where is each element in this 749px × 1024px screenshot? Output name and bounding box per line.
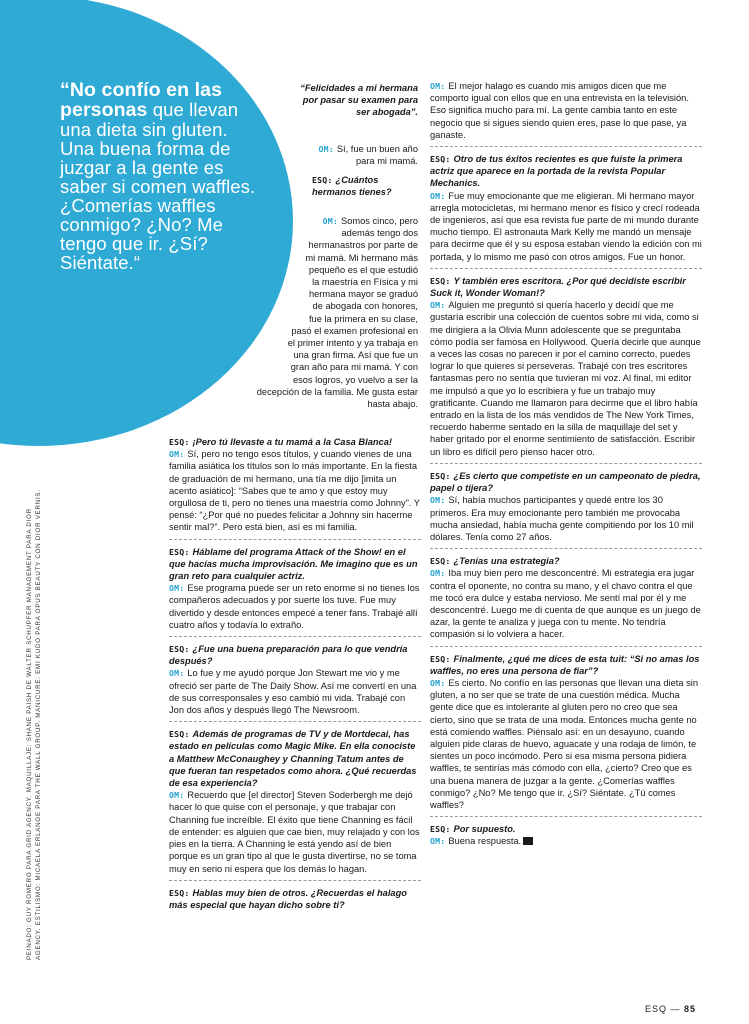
question: Además de programas de TV y de Mortdecai, has estado en películas como Magic Mike. En ella conociste a Matthew McConaughey y Channing Tatum antes de que fueran tan respetados como ahora. ¿Qué recuerdas de esa experiencia?: [169, 729, 417, 789]
tag-om: OM:: [430, 300, 446, 311]
qa-item: [169, 546, 421, 637]
question: ¿Fue una buena preparación para lo que vendría después?: [169, 644, 408, 667]
tag-esq: ESQ:: [169, 437, 190, 447]
qa-item: [430, 153, 702, 269]
answer: Lo fue y me ayudó porque Jon Stewart me vio y me ofreció ser parte de The Daily Show. Así me convertí en una de sus corresponsales y eso cambió mi vida. Trabajé con Jon dos años y después llegó The Newsroom.: [169, 668, 417, 716]
tag-om: OM:: [430, 190, 446, 201]
answer: Es cierto. No confío en las personas que llevan una dieta sin gluten, a no ser que se trate de una cuestión médica. Mucha gente dice que es intolerante al gluten pero no creo que sea cierto, sino que se trata de una moda. Entonces mucha gente no está comiendo waffles. Piénsalo así: en un desayuno, cuando alguien pide claras de huevo, aguacate y una rodaja de limón, te sientes un poco incómodo. Pero si esa misma persona pidiera waffles, te sentirías más cómodo con ella, ¿cierto? Creo que es una buena manera de juzgar a la gente. ¿Comerías waffles conmigo? ¿No? Me tengo que ir. ¿Sí? Siéntate. ¿Tú comes waffles?: [430, 677, 699, 810]
footer-brand: ESQ —: [644, 1004, 681, 1014]
tag-esq: ESQ:: [169, 729, 190, 740]
tag-om: OM:: [430, 677, 446, 688]
answer: Fue muy emocionante que me eligieran. Mi hermano mayor arregla motocicletas, mi hermano menor es físico y crecí rodeada de ingenieros, así que esa revista fue parte de mi mundo durante mucho tiempo. El astronauta Mark Kelly me mandó un mensaje para decirme que él y su esposa estaban viendo la edición con mi portada, y lo mismo me pasó con otros amigos. Fue un honor.: [430, 190, 702, 262]
tag-om: OM:: [430, 568, 446, 579]
question: Y también eres escritora. ¿Por qué decidiste escribir Suck it, Wonder Woman!?: [430, 275, 686, 299]
question: ¿Cuántos hermanos tienes?: [312, 175, 392, 198]
tag-esq: ESQ:: [430, 653, 451, 664]
tag-esq: ESQ:: [430, 275, 451, 286]
question: “Felicidades a mi hermana por pasar su examen para ser abogada”.: [300, 83, 418, 118]
tag-om: OM:: [169, 668, 185, 679]
tag-om: OM:: [430, 836, 446, 847]
qa-item: [430, 275, 702, 464]
tag-om: OM:: [430, 81, 446, 91]
answer: Somos cinco, pero además tengo dos hermanastros por parte de mi mamá. Mi hermano más pequeño es el que estudió la maestría en Física y mi hermana mayor se graduó de abogada con honores, fue la primera en su clase, pasó el examen profesional en el primer intento y ya trabaja en una gran firma. Así que fue un gran año para mi mamá. Y con esos logros, yo vuelvo a ser la decepción de la familia. Me gusta estar hasta abajo.: [256, 216, 418, 410]
tag-esq: ESQ:: [312, 175, 333, 185]
question: Háblame del programa Attack of the Show! en el que hacías mucha improvisación. Me imagino que es un gran reto para cualquier actriz.: [169, 546, 418, 582]
answer: Sí, había muchos participantes y quedé entre los 30 primeros. Era muy emocionante pero también me provocaba mucha ansiedad, había mucha gente compitiendo por los 10 mil dólares. Tenía como 27 años.: [430, 495, 694, 542]
column-right: [430, 80, 702, 859]
tag-esq: ESQ:: [430, 154, 451, 165]
page-footer: [645, 1004, 696, 1014]
shaped-intro: [296, 82, 418, 119]
tag-om: OM:: [322, 216, 338, 226]
answer: Sí, pero no tengo esos títulos, y cuando vienes de una familia asiática los títulos son lo más importante. En la fiesta de graduación de mi hermano, una tía me dijo [imita un acento asiático]: “Sabes que te amo y que estoy muy orgullosa de ti, pero no tienes una maestría como Johnny”. Y pensé: “¿Por qué no puedes felicitar a Johnny sin hacerme sentir mal?”. Pero está bien, así es mi familia.: [169, 449, 420, 533]
question: ¿Es cierto que competiste en un campeonato de piedra, papel o tijera?: [430, 470, 701, 494]
photo-credits: [26, 420, 43, 960]
qa-item: [169, 436, 421, 540]
tag-esq: ESQ:: [430, 556, 451, 567]
question: ¡Pero tú llevaste a tu mamá a la Casa Blanca!: [192, 437, 392, 447]
qa-item: [169, 728, 421, 880]
pull-quote-bold: “No confío en las personas: [60, 79, 223, 121]
qa-item: [430, 555, 702, 646]
question: ¿Tenías una estrategia?: [453, 556, 560, 567]
shaped-answer-2: [150, 215, 418, 420]
tag-esq: ESQ:: [430, 824, 451, 835]
qa-item: [430, 823, 702, 852]
qa-item: [430, 470, 702, 549]
tag-esq: ESQ:: [169, 546, 190, 557]
answer: Ese programa puede ser un reto enorme si no tienes los compañeros adecuados y por suerte los tuve. Fue muy divertido y desde entonces empecé a tener fans. Trabajé allí cuatro años y todavía lo extraño.: [169, 583, 420, 630]
page-number: 85: [683, 1004, 696, 1014]
pull-quote-text: que llevan una dieta sin gluten. Una buena forma de juzgar a la gente es saber si comen waffles. ¿Comerías waffles conmigo? ¿No? Me tengo que ir. ¿Sí? Siéntate.“: [60, 99, 256, 273]
shaped-question-2: [312, 174, 418, 198]
credits-line-1: PEINADO: GUY ROMERO PARA GRID AGENCY. MAQUILLAJE: SHANE PAISH DE WALTER SCHUPFER MANAGEMENT PARA DIOR: [26, 508, 33, 960]
tag-om: OM:: [169, 790, 185, 801]
question: Finalmente, ¿qué me dices de esta tuit: “Si no amas los waffles, no eres una persona de fiar”?: [430, 653, 700, 676]
answer: Recuerdo que [el director] Steven Soderbergh me dejó hacer lo que quise con el personaje, y que trabajar con Channing fue increíble. El éxito que tiene Channing es fácil de entender: es alguien que cae bien, muy relajado y con los pies en la tierra. A Channing le está yendo así de bien porque es un gran tipo al que le gusta divertirse, no se toma muy en serio ni espera que los demás lo hagan.: [169, 790, 420, 874]
credits-line-2: AGENCY. ESTILISMO: MICAELA ERLANGE PARA THE WALL GROUP. MANICURE: EMI KUDO PARA OPUS BEAUTY CON DIOR VERNIS.: [34, 489, 42, 960]
qa-item: [169, 643, 421, 722]
answer: El mejor halago es cuando mis amigos dicen que me comporto igual con ellos que en una entrevista en la televisión. Eso significa mucho para mí. La gente cambia tanto en este negocio que si sigues siendo quien eres, pase lo que pase, ya ganaste.: [430, 81, 689, 140]
qa-item: [430, 80, 702, 147]
answer: Alguien me preguntó si quería hacerlo y decidí que me gustaría escribir una colección de cuentos sobre mi vida, como si me dirigiera a la Olivia Munn adolescente que se preguntaba cómo podía ser famosa en Hollywood. Quería decirle que aunque a veces las cosas no parecen ir por el camino correcto, puedes lograr lo que quieres si perseveras. Trabajé con tres escritores fantasmas pero no sentía que tuvieran mi voz. Al final, mi editor me impulsó a que yo lo escribiera y fue un trabajo muy gratificante. Cuando me llamaron para decirme que el libro había entrado en la lista de los más vendidos de The New York Times, recuerdo haberme sentado en la silla de maquillaje del set y haber gritado por el enorme sentimiento de satisfacción. Escribir un libro es difícil pero pienso hacer otro.: [430, 300, 701, 457]
tag-om: OM:: [169, 583, 185, 594]
qa-item: [430, 653, 702, 818]
answer: Buena respuesta.: [448, 836, 522, 847]
tag-esq: ESQ:: [169, 644, 190, 655]
tag-esq: ESQ:: [169, 887, 190, 898]
tag-om: OM:: [430, 495, 446, 506]
question: Hablas muy bien de otros. ¿Recuerdas el halago más especial que hayan dicho sobre ti?: [169, 887, 407, 910]
end-mark-icon: [523, 837, 533, 845]
tag-om: OM:: [169, 449, 185, 460]
tag-om: OM:: [318, 144, 334, 154]
answer: Iba muy bien pero me desconcentré. Mi estrategia era jugar contra el oponente, no contra su mano, y el chavo contra el que me tocó era dulce y estaba nervioso. Me sentí mal por él y me desconcentré. Luego me di cuenta de que aunque es un juego de azar, la gente te analiza y juega con tu mente. No tendría compasión si lo volviera a hacer.: [430, 568, 701, 640]
qa-item: [169, 887, 421, 916]
answer: Sí, fue un buen año para mi mamá.: [336, 144, 418, 167]
shaped-answer-1: [300, 143, 418, 167]
question: Otro de tus éxitos recientes es que fuiste la primera actriz que aparece en la portada de la revista Popular Mechanics.: [430, 154, 683, 189]
tag-esq: ESQ:: [430, 470, 451, 481]
question: Por supuesto.: [453, 824, 516, 835]
column-left: [169, 436, 421, 922]
